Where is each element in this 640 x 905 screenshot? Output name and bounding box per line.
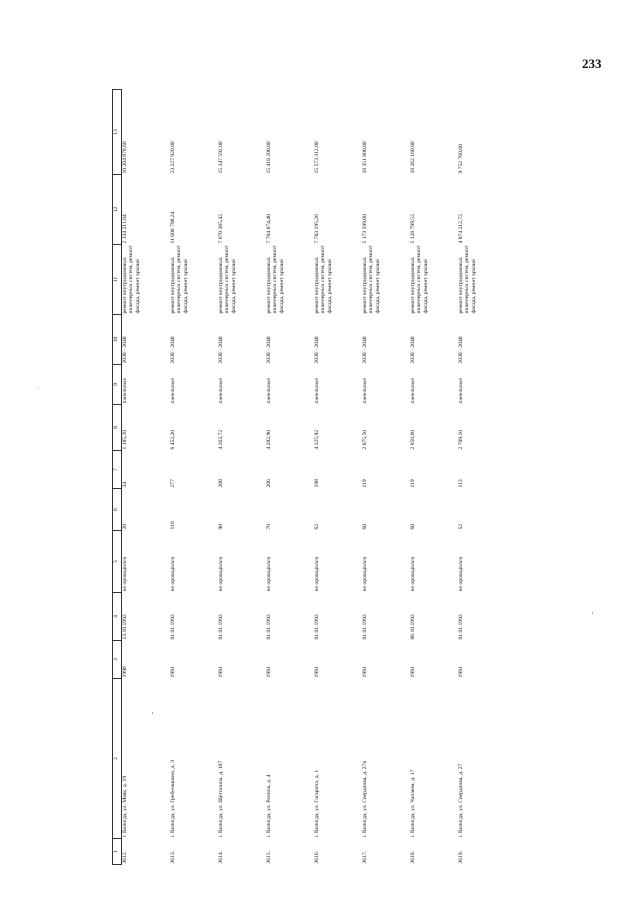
cell-limit: 10 351 800,00 — [362, 141, 368, 174]
cell-c7: 206 — [266, 479, 272, 488]
cell-date: 01.01.1992 — [170, 614, 176, 640]
cell-c6: 60 — [410, 523, 416, 530]
cell-year: 1991 — [266, 666, 272, 678]
row-number: 3613. — [170, 850, 176, 864]
cell-c6: 110 — [170, 521, 176, 530]
cell-limit: 10 262 160,00 — [410, 141, 416, 174]
col-header-5: 5 — [113, 531, 122, 593]
row-address: г. Вологда, ул. Репина, д. 4 — [266, 774, 272, 838]
cell-limit: 10 204 878,60 — [122, 141, 128, 174]
cell-works: ремонт внутридомовых инженерных систем, ремонт фасада, ремонт крыши — [218, 245, 237, 314]
cell-area: 4 325,92 — [314, 429, 320, 450]
cell-works: ремонт внутридомовых инженерных систем, ремонт фасада, ремонт крыши — [410, 245, 429, 314]
cell-cost: 11 608 798,24 — [170, 211, 176, 244]
cell-material: панельные — [266, 377, 272, 404]
cell-date: 01.01.1992 — [458, 614, 464, 640]
col-header-1: 1 — [113, 839, 122, 865]
cell-material: панельные — [218, 377, 224, 404]
rotated-table-container — [112, 90, 525, 865]
cell-date: 01.01.1992 — [314, 614, 320, 640]
row-number: 3616. — [314, 850, 320, 864]
cell-date: 01.01.1992 — [266, 614, 272, 640]
col-header-12: 12 — [113, 175, 122, 245]
table-row — [218, 90, 266, 865]
cell-year: 1991 — [218, 666, 224, 678]
cell-limit: 15 573 312,00 — [314, 141, 320, 174]
cell-year: 1990 — [122, 666, 128, 678]
cell-cost: 4 874 212,72 — [458, 214, 464, 244]
cell-area: 4 263,72 — [218, 429, 224, 450]
cell-period: 2038 - 2040 — [362, 336, 368, 364]
col-header-8: 8 — [113, 405, 122, 451]
cell-period: 2038 - 2040 — [410, 336, 416, 364]
cell-status: не проводился — [410, 557, 416, 592]
capital-repair-table — [112, 89, 506, 865]
cell-cost: 7 670 385,42 — [218, 214, 224, 244]
row-address: г. Вологда, ул. Свердлова, д. 27 — [458, 763, 464, 838]
cell-year: 1991 — [170, 666, 176, 678]
cell-cost: 5 173 599,60 — [362, 214, 368, 244]
cell-limit: 23 227 920,00 — [170, 141, 176, 174]
cell-c6: 70 — [266, 523, 272, 530]
row-address: г. Вологда, ул. Маяк, д. 19 — [122, 775, 128, 838]
cell-c7: 119 — [410, 479, 416, 488]
row-number: 3618. — [410, 850, 416, 864]
cell-c6: 52 — [458, 523, 464, 530]
cell-status: не проводился — [122, 557, 128, 592]
cell-area: 2 709,10 — [458, 429, 464, 450]
col-header-13: 13 — [113, 90, 122, 175]
col-header-2: 2 — [113, 679, 122, 839]
cell-works: ремонт внутридомовых инженерных систем, ремонт фасада, ремонт крыши — [362, 245, 381, 314]
table-row — [410, 90, 458, 865]
cell-c7: 208 — [218, 479, 224, 488]
row-number: 3612. — [122, 850, 128, 864]
cell-cost: 7 783 195,26 — [314, 214, 320, 244]
col-header-4: 4 — [113, 593, 122, 641]
col-header-9: 9 — [113, 365, 122, 405]
cell-year: 1991 — [410, 666, 416, 678]
cell-year: 1991 — [362, 666, 368, 678]
cell-material: панельные — [362, 377, 368, 404]
row-number: 3617. — [362, 850, 368, 864]
cell-year: 1991 — [458, 666, 464, 678]
cell-c7: 34 — [122, 481, 128, 488]
scan-speck — [592, 612, 593, 614]
cell-works: ремонт внутридомовых инженерных систем, ремонт фасада, ремонт крыши — [458, 245, 477, 314]
cell-period: 2038 - 2040 — [458, 336, 464, 364]
page-number: 233 — [582, 56, 602, 71]
row-address: г. Вологда, ул. Свердлова, д. 27в — [362, 761, 368, 838]
cell-limit: 9 752 760,00 — [458, 144, 464, 174]
row-address: г. Вологда, ул. Гагарина, д. 1 — [314, 769, 320, 838]
cell-works: ремонт внутридомовых инженерных систем, ремонт фасада, ремонт крыши — [122, 245, 141, 314]
cell-c7: 113 — [458, 479, 464, 488]
table-row — [362, 90, 410, 865]
cell-year: 1991 — [314, 666, 320, 678]
cell-c7: 119 — [362, 479, 368, 488]
row-address: г. Вологда, ул. Щетинина, д. 107 — [218, 760, 224, 838]
cell-status: не проводился — [218, 557, 224, 592]
cell-c6: 90 — [218, 523, 224, 530]
table-row — [170, 90, 218, 865]
cell-works: ремонт внутридомовых инженерных систем, ремонт фасада, ремонт крыши — [314, 245, 333, 314]
table-row — [458, 90, 506, 865]
table-row — [314, 90, 362, 865]
cell-c6: 20 — [122, 523, 128, 530]
table-row — [266, 90, 314, 865]
cell-material: панельные — [458, 377, 464, 404]
cell-date: 13.10.1992 — [122, 614, 128, 640]
cell-works: ремонт внутридомовых инженерных систем, ремонт фасада, ремонт крыши — [170, 245, 189, 314]
cell-date: 01.01.1992 — [218, 614, 224, 640]
cell-period: 2038 - 2040 — [266, 336, 272, 364]
col-header-10: 10 — [113, 315, 122, 365]
cell-works: ремонт внутридомовых инженерных систем, ремонт фасада, ремонт крыши — [266, 245, 285, 314]
row-address: г. Вологда, ул. Чапаева, д. 17 — [410, 769, 416, 838]
cell-area: 6 452,20 — [170, 429, 176, 450]
cell-period: 2038 - 2040 — [314, 336, 320, 364]
cell-area: 1 185,20 — [122, 429, 128, 450]
cell-period: 2038 - 2040 — [170, 336, 176, 364]
cell-limit: 15 347 592,00 — [218, 141, 224, 174]
row-address: г. Вологда, ул. Гребенщиков, д. 3 — [170, 759, 176, 838]
row-number: 3614. — [218, 850, 224, 864]
row-number: 3619. — [458, 850, 464, 864]
cell-area: 2 850,60 — [410, 429, 416, 450]
cell-status: не проводился — [170, 557, 176, 592]
cell-material: панельные — [122, 377, 128, 404]
cell-c7: 198 — [314, 479, 320, 488]
cell-c7: 277 — [170, 479, 176, 488]
cell-material: панельные — [170, 377, 176, 404]
cell-c6: 60 — [362, 523, 368, 530]
cell-status: не проводился — [362, 557, 368, 592]
cell-material: панельные — [410, 377, 416, 404]
header-row — [113, 90, 122, 865]
cell-period: 2038 - 2040 — [218, 336, 224, 364]
cell-material: панельные — [314, 377, 320, 404]
cell-area: 2 875,50 — [362, 429, 368, 450]
cell-status: не проводился — [314, 557, 320, 592]
cell-area: 4 282,90 — [266, 429, 272, 450]
col-header-7: 7 — [113, 451, 122, 489]
col-header-6: 6 — [113, 489, 122, 531]
scan-speck — [38, 388, 39, 389]
cell-cost: 2 134 211,04 — [122, 214, 128, 244]
cell-status: не проводился — [266, 557, 272, 592]
cell-c6: 62 — [314, 523, 320, 530]
table-row — [122, 90, 171, 865]
cell-cost: 7 704 874,40 — [266, 214, 272, 244]
cell-period: 2038 - 2040 — [122, 336, 128, 364]
row-number: 3615. — [266, 850, 272, 864]
col-header-11: 11 — [113, 245, 122, 315]
cell-date: 06.10.1992 — [410, 614, 416, 640]
cell-status: не проводился — [458, 557, 464, 592]
cell-limit: 15 418 200,00 — [266, 141, 272, 174]
cell-date: 01.01.1992 — [362, 614, 368, 640]
cell-cost: 5 128 799,52 — [410, 214, 416, 244]
col-header-3: 3 — [113, 641, 122, 679]
